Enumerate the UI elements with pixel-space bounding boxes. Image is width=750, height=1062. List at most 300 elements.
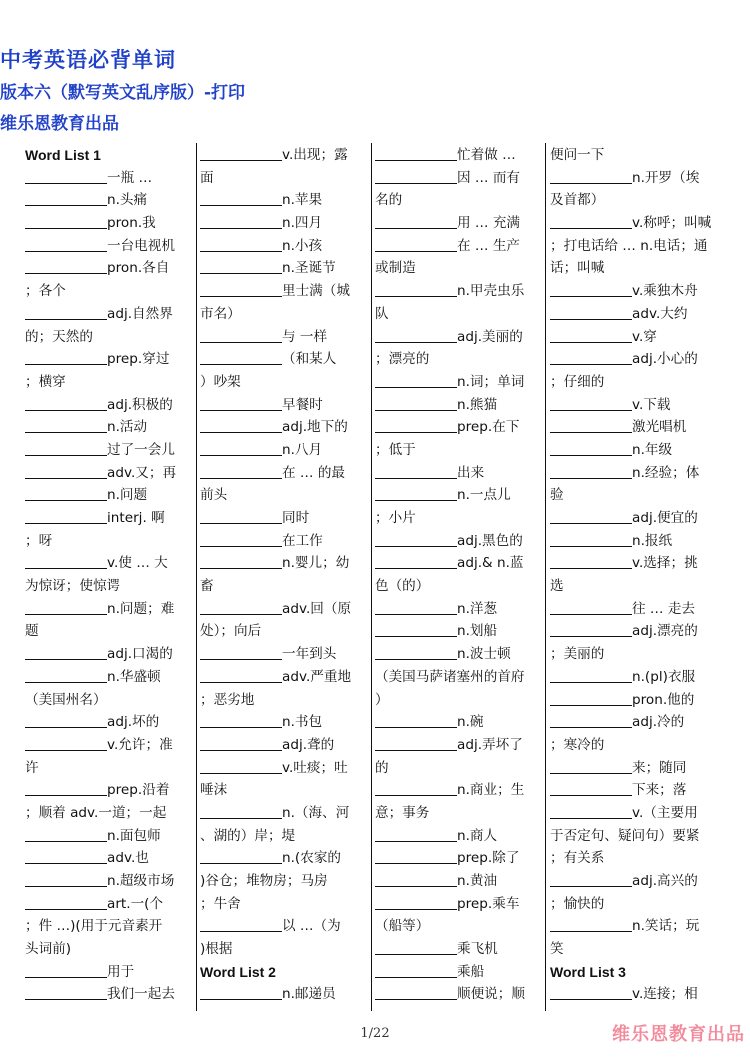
entry-text: ；寒冷的 <box>550 736 605 753</box>
word-entry-line <box>200 689 368 712</box>
entry-text: 、湖的）岸；堤 <box>200 827 296 844</box>
entry-text: 的；天然的 <box>25 328 93 345</box>
entry-text: v.（主要用 <box>632 804 698 821</box>
answer-blank <box>200 350 282 365</box>
answer-blank <box>550 509 632 524</box>
answer-blank <box>25 849 107 864</box>
answer-blank <box>200 736 282 751</box>
entry-text: prep.穿过 <box>107 351 170 368</box>
entry-text: v.允许；准 <box>107 736 173 753</box>
answer-blank <box>550 532 632 547</box>
answer-blank <box>25 713 107 728</box>
entry-text: （美国州名） <box>25 691 107 708</box>
entry-text: n.婴儿；幼 <box>282 555 350 572</box>
entry-text: 市名） <box>200 305 241 322</box>
word-entry-line <box>25 598 193 621</box>
answer-blank <box>200 917 282 932</box>
word-entry-line <box>550 893 718 916</box>
answer-blank <box>25 668 107 683</box>
entry-text: n.经验；体 <box>632 464 700 481</box>
answer-blank <box>25 214 107 229</box>
word-entry-line <box>25 348 193 371</box>
entry-text: adj.自然界 <box>107 305 173 322</box>
entry-text: 乘船 <box>457 963 485 980</box>
entry-text: ；牛舍 <box>200 895 241 912</box>
entry-text: interj. 啊 <box>107 510 165 526</box>
entry-text: 话；叫喊 <box>550 260 605 277</box>
answer-blank <box>550 759 632 774</box>
entry-text: ；件 …)(用于元音素开 <box>25 918 163 935</box>
word-entry-line <box>375 189 543 212</box>
answer-blank <box>25 237 107 252</box>
entry-text: 笑 <box>550 941 564 958</box>
answer-blank <box>550 985 632 1000</box>
answer-blank <box>550 804 632 819</box>
answer-blank <box>200 554 282 569</box>
entry-text: Word List 1 <box>25 147 101 163</box>
word-entry-line <box>550 689 718 712</box>
word-list-heading <box>25 144 193 167</box>
entry-text: 验 <box>550 487 564 504</box>
answer-blank <box>375 169 457 184</box>
entry-text: 同时 <box>282 510 310 526</box>
word-entry-line <box>375 167 543 190</box>
entry-text: 在 … 生产 <box>457 237 521 254</box>
entry-text: Word List 2 <box>200 963 276 980</box>
answer-blank <box>375 214 457 229</box>
answer-blank <box>375 963 457 978</box>
entry-text: 激光唱机 <box>632 419 687 436</box>
answer-blank <box>200 713 282 728</box>
word-entry-line <box>25 961 193 984</box>
entry-text: n.超级市场 <box>107 873 175 889</box>
word-entry-line <box>375 983 543 1006</box>
word-entry-line <box>375 620 543 643</box>
entry-text: n.邮递员 <box>282 986 336 1003</box>
entry-text: 顺便说；顺 <box>457 986 525 1003</box>
word-list-heading <box>550 961 718 984</box>
word-entry-line <box>25 552 193 575</box>
word-entry-line <box>25 847 193 870</box>
word-entry-line <box>375 938 543 961</box>
answer-blank <box>375 396 457 411</box>
entry-text: 色（的） <box>375 578 430 595</box>
entry-text: 头词前) <box>25 941 72 958</box>
entry-text: v.出现；露 <box>282 147 348 163</box>
entry-text: adj.冷的 <box>632 714 685 731</box>
word-entry-line <box>25 507 193 530</box>
answer-blank <box>550 622 632 637</box>
answer-blank <box>25 259 107 274</box>
answer-blank <box>375 645 457 660</box>
entry-text: n.面包师 <box>107 827 161 844</box>
word-entry-line <box>200 235 368 258</box>
answer-blank <box>375 418 457 433</box>
answer-blank <box>25 963 107 978</box>
word-entry-line <box>375 734 543 757</box>
answer-blank <box>25 895 107 910</box>
answer-blank <box>200 532 282 547</box>
entry-text: 便问一下 <box>550 147 605 163</box>
answer-blank <box>550 169 632 184</box>
word-entry-line <box>25 257 193 280</box>
answer-blank <box>200 645 282 660</box>
entry-text: 忙着做 … <box>457 147 516 163</box>
word-entry-line <box>200 779 368 802</box>
word-entry-line <box>375 212 543 235</box>
answer-blank <box>550 917 632 932</box>
answer-blank <box>200 237 282 252</box>
column-divider <box>371 143 372 1011</box>
answer-blank <box>550 554 632 569</box>
word-entry-line <box>200 144 368 167</box>
word-entry-line <box>25 484 193 507</box>
entry-text: adj.小心的 <box>632 351 698 368</box>
word-entry-line <box>550 484 718 507</box>
word-entry-line <box>375 507 543 530</box>
word-entry-line <box>375 689 543 712</box>
answer-blank <box>375 600 457 615</box>
entry-text: ；愉快的 <box>550 895 605 912</box>
answer-blank <box>200 418 282 433</box>
entry-text: )谷仓；堆物房；马房 <box>200 873 328 889</box>
document-subtitle: 版本六（默写英文乱序版）-打印 <box>0 83 246 103</box>
entry-text: 一瓶 … <box>107 169 153 186</box>
answer-blank <box>550 713 632 728</box>
answer-blank <box>200 464 282 479</box>
answer-blank <box>200 985 282 1000</box>
entry-text: n.商人 <box>457 827 498 844</box>
word-entry-line <box>25 189 193 212</box>
answer-blank <box>25 509 107 524</box>
entry-text: ；各个 <box>25 283 66 300</box>
word-entry-line <box>550 144 718 167</box>
answer-blank <box>375 849 457 864</box>
entry-text: v.穿 <box>632 328 657 345</box>
word-entry-line <box>550 620 718 643</box>
word-entry-line <box>550 371 718 394</box>
answer-blank <box>25 169 107 184</box>
answer-blank <box>550 668 632 683</box>
word-entry-line <box>375 575 543 598</box>
word-entry-line <box>25 303 193 326</box>
word-entry-line <box>25 779 193 802</box>
word-entry-line <box>375 643 543 666</box>
answer-blank <box>375 872 457 887</box>
word-entry-line <box>375 530 543 553</box>
word-entry-line <box>25 212 193 235</box>
entry-text: ；打电话给 … n.电话；通 <box>550 237 708 254</box>
entry-text: prep.沿着 <box>107 782 170 799</box>
word-entry-line <box>200 552 368 575</box>
entry-text: （美国马萨诸塞州的首府 <box>375 668 525 685</box>
entry-text: 早餐时 <box>282 396 323 413</box>
word-entry-line <box>25 711 193 734</box>
word-entry-line <box>200 915 368 938</box>
entry-text: v.下载 <box>632 396 671 413</box>
word-entry-line <box>550 439 718 462</box>
entry-text: adv.大约 <box>632 305 688 322</box>
word-entry-line <box>550 757 718 780</box>
word-entry-line <box>25 734 193 757</box>
entry-text: ；小片 <box>375 510 416 526</box>
answer-blank <box>550 418 632 433</box>
entry-text: 过了一会儿 <box>107 441 175 458</box>
entry-text: v.选择；挑 <box>632 555 698 572</box>
word-entry-line <box>550 711 718 734</box>
word-entry-line <box>25 280 193 303</box>
entry-text: n.笑话；玩 <box>632 918 700 935</box>
word-entry-line <box>200 167 368 190</box>
entry-text: )根据 <box>200 941 233 958</box>
entry-text: n.开罗（埃 <box>632 169 700 186</box>
word-entry-line <box>375 870 543 893</box>
entry-text: prep.乘车 <box>457 895 520 912</box>
word-entry-line <box>550 189 718 212</box>
entry-text: 或制造 <box>375 260 416 277</box>
answer-blank <box>375 985 457 1000</box>
answer-blank <box>550 600 632 615</box>
word-entry-line <box>375 257 543 280</box>
entry-text: adj.漂亮的 <box>632 623 698 640</box>
word-entry-line <box>375 394 543 417</box>
word-entry-line <box>375 779 543 802</box>
entry-text: v.连接；相 <box>632 986 698 1003</box>
entry-text: n.八月 <box>282 441 323 458</box>
column-divider <box>545 143 546 1011</box>
word-entry-line <box>550 235 718 258</box>
word-entry-line <box>375 915 543 938</box>
word-entry-line <box>25 235 193 258</box>
word-entry-line <box>375 462 543 485</box>
entry-text: n.问题 <box>107 487 148 504</box>
entry-text: pron.我 <box>107 215 156 232</box>
entry-text: ；仔细的 <box>550 373 605 390</box>
entry-text: ；顺着 adv.一道；一起 <box>25 804 167 821</box>
word-entry-line <box>375 552 543 575</box>
entry-text: n.一点儿 <box>457 487 511 504</box>
word-entry-line <box>200 643 368 666</box>
word-entry-line <box>200 757 368 780</box>
entry-text: adj.弄坏了 <box>457 736 523 753</box>
entry-text: ；漂亮的 <box>375 351 430 368</box>
entry-text: adj.高兴的 <box>632 873 698 889</box>
answer-blank <box>550 214 632 229</box>
answer-blank <box>200 849 282 864</box>
word-entry-line <box>550 326 718 349</box>
answer-blank <box>200 146 282 161</box>
word-entry-line <box>375 439 543 462</box>
word-entry-line <box>550 802 718 825</box>
entry-text: （和某人 <box>282 351 337 368</box>
answer-blank <box>200 282 282 297</box>
entry-text: （船等） <box>375 918 430 935</box>
word-entry-line <box>200 212 368 235</box>
entry-text: n.华盛顿 <box>107 668 161 685</box>
entry-text: Word List 3 <box>550 963 626 980</box>
entry-text: pron.各自 <box>107 260 170 277</box>
entry-text: 的 <box>375 759 389 776</box>
word-entry-line <box>25 575 193 598</box>
entry-text: 在工作 <box>282 532 323 549</box>
word-entry-line <box>25 439 193 462</box>
entry-text: n.词；单词 <box>457 373 525 390</box>
word-entry-line <box>375 666 543 689</box>
entry-text: 于否定句、疑问句）要紧 <box>550 827 700 844</box>
answer-blank <box>550 305 632 320</box>
word-entry-line <box>550 847 718 870</box>
entry-text: 里士满（城 <box>282 283 350 300</box>
watermark-logo: 维乐恩教育出品 <box>612 1024 745 1045</box>
answer-blank <box>25 872 107 887</box>
answer-blank <box>550 328 632 343</box>
entry-text: ）吵架 <box>200 373 241 390</box>
entry-text: 选 <box>550 578 564 595</box>
answer-blank <box>550 282 632 297</box>
word-entry-line <box>200 620 368 643</box>
answer-blank <box>25 305 107 320</box>
word-entry-line <box>25 689 193 712</box>
entry-text: n.（海、河 <box>282 804 350 821</box>
entry-text: 意；事务 <box>375 804 430 821</box>
word-entry-line <box>25 983 193 1006</box>
entry-text: 因 … 而有 <box>457 169 521 186</box>
answer-blank <box>375 895 457 910</box>
answer-blank <box>200 191 282 206</box>
word-entry-line <box>25 802 193 825</box>
word-entry-line <box>200 983 368 1006</box>
word-entry-line <box>25 416 193 439</box>
answer-blank <box>200 600 282 615</box>
publisher-line: 维乐恩教育出品 <box>0 114 119 134</box>
answer-blank <box>375 373 457 388</box>
word-list-heading <box>200 961 368 984</box>
word-entry-line <box>200 938 368 961</box>
word-entry-line <box>375 326 543 349</box>
word-entry-line <box>550 462 718 485</box>
answer-blank <box>25 600 107 615</box>
word-entry-line <box>550 938 718 961</box>
entry-text: n.活动 <box>107 419 148 436</box>
answer-blank <box>375 237 457 252</box>
entry-text: v.称呼；叫喊 <box>632 215 712 232</box>
word-entry-line <box>550 598 718 621</box>
word-entry-line <box>200 734 368 757</box>
word-entry-line <box>375 235 543 258</box>
word-entry-line <box>550 507 718 530</box>
entry-text: 出来 <box>457 464 485 481</box>
word-entry-line <box>200 303 368 326</box>
entry-text: 用于 <box>107 963 135 980</box>
column-divider <box>196 143 197 1011</box>
entry-text: adj.聋的 <box>282 736 335 753</box>
word-entry-line <box>375 711 543 734</box>
answer-blank <box>550 396 632 411</box>
word-entry-line <box>375 802 543 825</box>
entry-text: 一台电视机 <box>107 237 175 254</box>
word-entry-line <box>200 802 368 825</box>
word-entry-line <box>550 643 718 666</box>
word-entry-line <box>25 915 193 938</box>
answer-blank <box>25 486 107 501</box>
entry-text: n.年级 <box>632 441 673 458</box>
page-number: 1/22 <box>360 1026 390 1041</box>
word-entry-line <box>200 371 368 394</box>
word-entry-line <box>200 189 368 212</box>
entry-text: 面 <box>200 169 214 186</box>
entry-text: 畜 <box>200 578 214 595</box>
entry-text: n.熊猫 <box>457 396 498 413</box>
entry-text: adv.又；再 <box>107 464 177 481</box>
word-entry-line <box>550 394 718 417</box>
entry-text: pron.他的 <box>632 691 695 708</box>
word-entry-line <box>200 847 368 870</box>
word-column-4 <box>550 144 718 1006</box>
entry-text: 用 … 充满 <box>457 215 521 232</box>
entry-text: adj.黑色的 <box>457 532 523 549</box>
answer-blank <box>25 736 107 751</box>
word-entry-line <box>25 167 193 190</box>
answer-blank <box>25 418 107 433</box>
answer-blank <box>550 441 632 456</box>
word-entry-line <box>550 983 718 1006</box>
entry-text: 下来；落 <box>632 782 687 799</box>
answer-blank <box>25 191 107 206</box>
answer-blank <box>375 781 457 796</box>
entry-text: n.四月 <box>282 215 323 232</box>
word-entry-line <box>375 371 543 394</box>
word-entry-line <box>200 326 368 349</box>
word-entry-line <box>200 575 368 598</box>
entry-text: n.报纸 <box>632 532 673 549</box>
word-column-1 <box>25 144 193 1006</box>
answer-blank <box>375 554 457 569</box>
entry-text: adj.坏的 <box>107 714 160 731</box>
word-entry-line <box>550 416 718 439</box>
entry-text: ；横穿 <box>25 373 66 390</box>
entry-text: adv.严重地 <box>282 668 352 685</box>
entry-text: adj.积极的 <box>107 396 173 413</box>
entry-text: 来；随同 <box>632 759 687 776</box>
entry-text: ；呀 <box>25 532 53 549</box>
word-entry-line <box>200 439 368 462</box>
word-entry-line <box>25 326 193 349</box>
answer-blank <box>200 214 282 229</box>
entry-text: prep.在下 <box>457 419 520 436</box>
entry-text: v.使 … 大 <box>107 555 168 572</box>
entry-text: n.洋葱 <box>457 600 498 617</box>
word-entry-line <box>550 212 718 235</box>
entry-text: 队 <box>375 305 389 322</box>
entry-text: ；低于 <box>375 441 416 458</box>
entry-text: prep.除了 <box>457 850 520 867</box>
answer-blank <box>200 759 282 774</box>
word-entry-line <box>25 938 193 961</box>
word-entry-line <box>25 371 193 394</box>
entry-text: n.圣诞节 <box>282 260 336 277</box>
word-entry-line <box>550 734 718 757</box>
answer-blank <box>25 645 107 660</box>
entry-text: 往 … 走去 <box>632 600 696 617</box>
word-entry-line <box>200 462 368 485</box>
answer-blank <box>25 464 107 479</box>
word-entry-line <box>375 416 543 439</box>
entry-text: n.问题；难 <box>107 600 175 617</box>
entry-text: 一年到头 <box>282 646 337 663</box>
word-entry-line <box>25 870 193 893</box>
answer-blank <box>375 146 457 161</box>
word-entry-line <box>200 257 368 280</box>
